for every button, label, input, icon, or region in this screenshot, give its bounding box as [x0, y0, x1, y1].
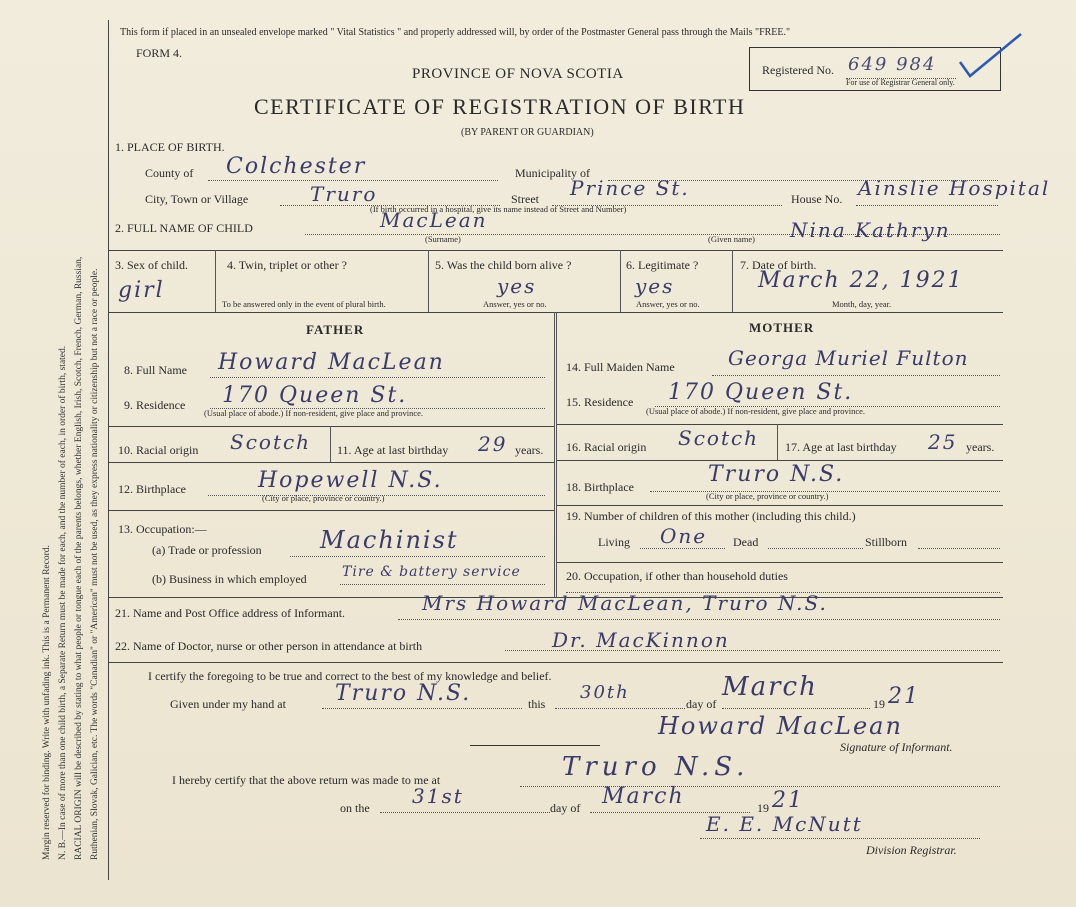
mother-living-label: Living: [598, 535, 630, 549]
legit-label: 6. Legitimate ?: [626, 258, 699, 272]
child-surname: MacLean: [380, 208, 488, 232]
father-trade-line: [290, 556, 545, 557]
mother-racial-top-rule: [557, 424, 1003, 425]
registrar-month-value: March: [602, 784, 685, 809]
certify-day-line: [555, 708, 685, 709]
mother-racial-label: 16. Racial origin: [566, 440, 647, 454]
father-racial-top-rule: [108, 426, 554, 427]
father-racial-label: 10. Racial origin: [118, 443, 199, 457]
father-age-label: 11. Age at last birthday: [337, 443, 449, 457]
surname-note: (Surname): [425, 234, 461, 244]
registrar-place-line: [520, 786, 1000, 787]
certify-text: I certify the foregoing to be true and correct to the best of my knowledge and belief.: [148, 669, 552, 683]
certify-year-prefix: 19: [873, 697, 885, 711]
child-given-name: Nina Kathryn: [790, 218, 951, 242]
street-label: Street: [511, 192, 539, 206]
county-line: [208, 180, 498, 181]
father-bp-label: 12. Birthplace: [118, 482, 186, 496]
sex-value: girl: [118, 278, 165, 303]
mother-age-value: 25: [928, 430, 958, 454]
mother-res-note: (Usual place of abode.) If non-resident, give place and province.: [646, 406, 866, 416]
alive-value: yes: [497, 274, 537, 298]
mother-stillborn-line: [918, 548, 1000, 549]
margin-multiple-birth-note: N. B.—In case of more than one child birth, a Separate Return must be made for each, and the number of each, in order of birth, stated.: [58, 345, 68, 860]
registrar-day-line: [380, 812, 550, 813]
given-under-label: Given under my hand at: [170, 697, 286, 711]
legit-value: yes: [635, 274, 675, 298]
registrar-place-value: Truro N.S.: [562, 752, 750, 782]
city-label: City, Town or Village: [145, 192, 249, 206]
father-name-line: [210, 377, 545, 378]
date-label: 7. Date of birth.: [740, 258, 817, 272]
father-business-label: (b) Business in which employed: [152, 572, 307, 586]
mother-age-unit: years.: [966, 440, 995, 454]
margin-binding-note: Margin reserved for binding. Write with unfading ink. This is a Permanent Record.: [42, 545, 52, 860]
mother-living-line: [640, 548, 725, 549]
certify-day-value: 30th: [580, 682, 630, 703]
father-res-note: (Usual place of abode.) If non-resident, give place and province.: [204, 408, 424, 418]
informant-label: 21. Name and Post Office address of Informant.: [115, 606, 346, 620]
mother-living-value: One: [660, 524, 708, 548]
child-name-label: 2. FULL NAME OF CHILD: [115, 221, 253, 235]
certify-month-line: [722, 708, 870, 709]
given-place-line: [322, 708, 522, 709]
doctor-line: [505, 650, 1000, 651]
father-name-value: Howard MacLean: [218, 350, 445, 375]
doctor-value: Dr. MacKinnon: [552, 628, 730, 652]
registered-number: 649 984: [848, 54, 937, 75]
mother-racial-value: Scotch: [678, 426, 760, 450]
form-number: FORM 4.: [136, 46, 183, 60]
mother-bp-value: Truro N.S.: [708, 462, 845, 487]
certify-dayof-label: day of: [686, 697, 717, 711]
mother-occ-label: 20. Occupation, if other than household duties: [566, 569, 788, 583]
father-racial-value: Scotch: [230, 430, 312, 454]
mother-bp-note: (City or place, province or country.): [706, 491, 829, 501]
father-racial-divider: [330, 426, 331, 462]
father-occ-top-rule: [108, 510, 554, 511]
form-left-border: [108, 20, 109, 880]
father-bp-note: (City or place, province or country.): [262, 493, 385, 503]
house-line: [856, 205, 998, 206]
father-age-value: 29: [478, 432, 508, 456]
registrar-year-prefix: 19: [757, 801, 769, 815]
legit-note: Answer, yes or no.: [636, 299, 700, 309]
county-value: Colchester: [226, 154, 367, 179]
mother-name-label: 14. Full Maiden Name: [566, 360, 675, 374]
father-age-unit: years.: [515, 443, 544, 457]
mother-children-label: 19. Number of children of this mother (including this child.): [566, 509, 856, 523]
mother-occ-top-rule: [557, 562, 1003, 563]
registered-note: For use of Registrar General only.: [846, 78, 955, 87]
mother-age-label: 17. Age at last birthday: [785, 440, 897, 454]
father-name-label: 8. Full Name: [124, 363, 187, 377]
certify-this-label: this: [528, 697, 546, 711]
date-note: Month, day, year.: [832, 299, 892, 309]
page-subtitle: (BY PARENT OR GUARDIAN): [461, 127, 594, 138]
registrar-day-value: 31st: [412, 784, 464, 808]
mail-notice: This form if placed in an unsealed envelope marked " Vital Statistics " and properly addressed will, by order of the Postmaster General pass through the Mails "FREE.": [120, 27, 791, 38]
alive-note: Answer, yes or no.: [483, 299, 547, 309]
father-res-label: 9. Residence: [124, 398, 186, 412]
registrar-on-label: on the: [340, 801, 370, 815]
registrar-year-value: 21: [772, 788, 804, 813]
registrar-signature: E. E. McNutt: [706, 812, 863, 836]
row3-top-rule: [108, 250, 1003, 251]
date-value: March 22, 1921: [758, 268, 964, 293]
street-note: (If birth occurred in a hospital, give its name instead of Street and Number): [370, 204, 627, 214]
mother-racial-divider: [777, 424, 778, 460]
father-trade-value: Machinist: [320, 526, 459, 554]
father-bp-value: Hopewell N.S.: [258, 468, 443, 493]
certify-year-value: 21: [888, 684, 920, 709]
father-racial-bottom-rule: [108, 462, 554, 463]
given-note: (Given name): [708, 234, 755, 244]
informant-signature: Howard MacLean: [658, 712, 903, 740]
county-label: County of: [145, 166, 194, 180]
registered-label: Registered No.: [762, 63, 834, 77]
mother-stillborn-label: Stillborn: [865, 535, 908, 549]
certify-separator: [470, 745, 600, 746]
mother-res-value: 170 Queen St.: [668, 380, 854, 405]
twin-label: 4. Twin, triplet or other ?: [227, 258, 347, 272]
registrar-dayof-label: day of: [550, 801, 581, 815]
father-trade-label: (a) Trade or profession: [152, 543, 262, 557]
mother-racial-bottom-rule: [557, 460, 1003, 461]
province-heading: PROVINCE OF NOVA SCOTIA: [412, 66, 624, 82]
alive-label: 5. Was the child born alive ?: [435, 258, 572, 272]
given-place-value: Truro N.S.: [335, 681, 472, 706]
registrar-signature-line: [700, 838, 980, 839]
certify-month-value: March: [722, 672, 818, 702]
row3-divider-2: [428, 250, 429, 312]
mother-name-line: [712, 375, 1000, 376]
row3-divider-3: [620, 250, 621, 312]
father-business-value: Tire & battery service: [342, 564, 521, 580]
father-business-line: [340, 584, 545, 585]
margin-nationality-note: Ruthenian, Slovak, Galician, etc. The words "Canadian" or "American" must not be used, as they express nationality or citizenship but not a race or people.: [90, 268, 100, 860]
page-title: CERTIFICATE OF REGISTRATION OF BIRTH: [254, 94, 746, 119]
municipality-label: Municipality of: [515, 166, 590, 180]
mother-dead-label: Dead: [733, 535, 759, 549]
registrar-signature-label: Division Registrar.: [866, 843, 957, 857]
registrar-text: I hereby certify that the above return was made to me at: [172, 773, 441, 787]
row3-divider-4: [732, 250, 733, 312]
margin-racial-origin-note: RACIAL ORIGIN will be described by stating to what people or tongue each of the parents belongs, whether English, Irish, Scotch, French, German, Russian,: [74, 256, 84, 860]
check-mark-icon: [955, 32, 1025, 82]
place-of-birth-label: 1. PLACE OF BIRTH.: [115, 140, 225, 154]
mother-dead-line: [768, 548, 863, 549]
mother-res-label: 15. Residence: [566, 395, 634, 409]
city-value: Truro: [310, 182, 378, 206]
father-occ-label: 13. Occupation:—: [118, 522, 207, 536]
twin-note: To be answered only in the event of plural birth.: [222, 299, 386, 309]
parents-divider: [554, 312, 557, 597]
house-label: House No.: [791, 192, 843, 206]
doctor-label: 22. Name of Doctor, nurse or other person in attendance at birth: [115, 639, 423, 653]
informant-value: Mrs Howard MacLean, Truro N.S.: [422, 591, 828, 615]
mother-bp-label: 18. Birthplace: [566, 480, 634, 494]
mother-heading: MOTHER: [749, 320, 815, 335]
father-res-value: 170 Queen St.: [222, 383, 408, 408]
sex-label: 3. Sex of child.: [115, 258, 188, 272]
house-value: Ainslie Hospital: [858, 176, 1051, 200]
mother-name-value: Georga Muriel Fulton: [728, 346, 969, 370]
informant-line: [398, 619, 1000, 620]
row3-divider-1: [215, 250, 216, 312]
father-heading: FATHER: [306, 322, 365, 337]
informant-signature-label: Signature of Informant.: [840, 740, 953, 754]
street-value: Prince St.: [570, 176, 690, 200]
mother-children-top-rule: [557, 505, 1003, 506]
certify-top-rule: [108, 662, 1003, 663]
